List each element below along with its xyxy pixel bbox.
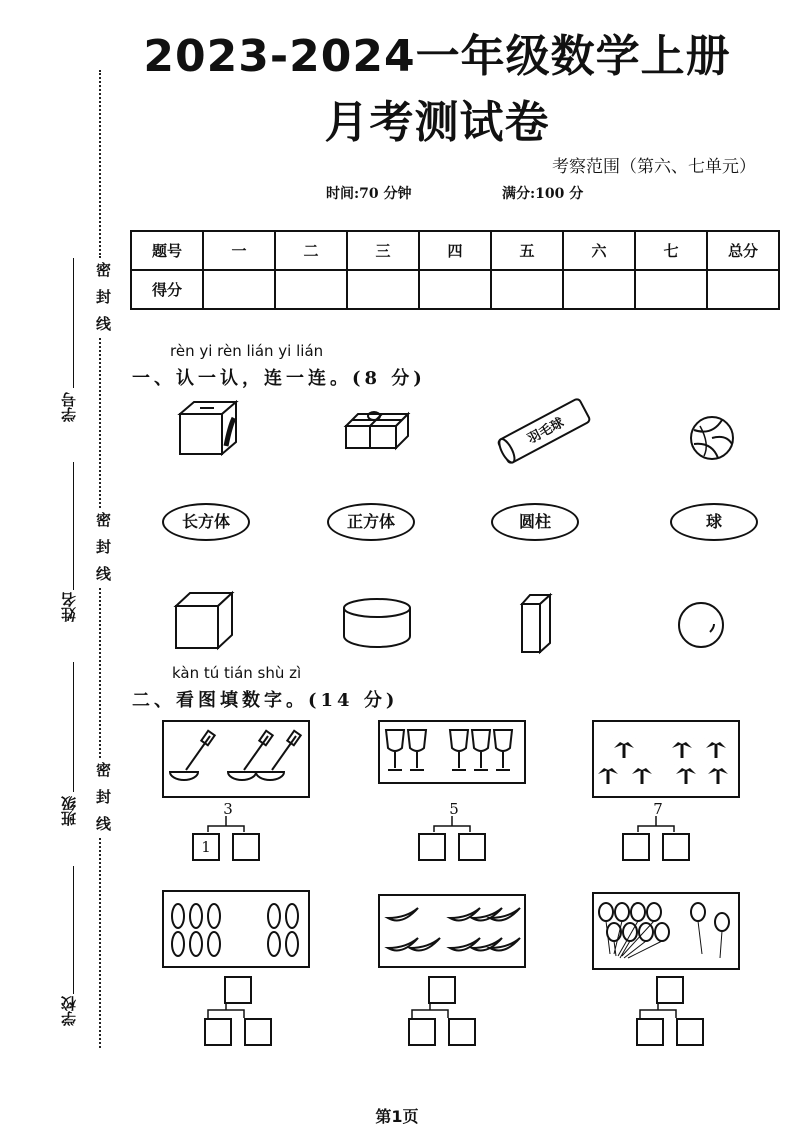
- q2-pinyin: kàn tú tián shù zì: [172, 664, 302, 682]
- score-cell[interactable]: [635, 270, 707, 309]
- score-cell[interactable]: [419, 270, 491, 309]
- score-cell[interactable]: [347, 270, 419, 309]
- ladle-icon: [164, 722, 308, 796]
- score-table-header: 题号: [131, 231, 203, 270]
- cylinder-shape-icon: [340, 596, 414, 650]
- score-table-header: 五: [491, 231, 563, 270]
- answer-box[interactable]: [408, 1018, 436, 1046]
- binding-dotted-line: [99, 838, 101, 1048]
- cuboid-shape-icon: [518, 592, 556, 656]
- answer-box[interactable]: [244, 1018, 272, 1046]
- split-lines: [408, 1002, 452, 1018]
- answer-box[interactable]: [662, 833, 690, 861]
- picture-box-bananas: [378, 894, 526, 968]
- tube-label: 羽毛球: [525, 415, 567, 448]
- gift-box-icon: [340, 408, 414, 452]
- answer-box[interactable]: [224, 976, 252, 1004]
- picture-box-trees: [592, 720, 740, 798]
- balloon-icon: [594, 894, 738, 968]
- split-lines: [204, 816, 248, 834]
- score-table: [130, 230, 780, 310]
- split-lines: [430, 816, 474, 834]
- seal-line-text: 密封线: [94, 762, 112, 843]
- sphere-shape-icon: [676, 600, 726, 650]
- banana-icon: [380, 896, 524, 966]
- number-box: 1: [192, 833, 220, 861]
- answer-box[interactable]: [622, 833, 650, 861]
- answer-box[interactable]: [232, 833, 260, 861]
- answer-box[interactable]: [204, 1018, 232, 1046]
- shape-name-oval[interactable]: 正方体: [327, 503, 415, 541]
- shape-name-oval[interactable]: 球: [670, 503, 758, 541]
- answer-box[interactable]: [656, 976, 684, 1004]
- answer-box[interactable]: [458, 833, 486, 861]
- q1-heading: 一、认一认，连一连。(8 分): [132, 368, 426, 389]
- q2-heading: 二、看图填数字。(14 分): [132, 690, 399, 711]
- answer-box[interactable]: [636, 1018, 664, 1046]
- split-lines: [634, 816, 678, 834]
- eggplant-icon: [164, 892, 308, 966]
- answer-box[interactable]: [448, 1018, 476, 1046]
- score-cell[interactable]: [491, 270, 563, 309]
- seal-line-text: 密封线: [94, 262, 112, 343]
- title-line-2: 月考测试卷: [324, 97, 550, 148]
- total-number: 7: [653, 800, 663, 818]
- split-lines: [636, 1002, 680, 1018]
- score-row-label: 得分: [131, 270, 203, 309]
- class-blank[interactable]: [73, 662, 74, 792]
- student-id-label: 学号: [60, 392, 78, 422]
- score-table-header: 总分: [707, 231, 779, 270]
- name-blank[interactable]: [73, 462, 74, 590]
- q1-pinyin: rèn yi rèn lián yi lián: [170, 342, 324, 360]
- score-table-score-row: [131, 270, 779, 309]
- score-table-header: 二: [275, 231, 347, 270]
- score-table-header: 七: [635, 231, 707, 270]
- score-table-header: 三: [347, 231, 419, 270]
- wine-glass-icon: [380, 722, 524, 782]
- answer-box[interactable]: [418, 833, 446, 861]
- score-table-header: 六: [563, 231, 635, 270]
- volleyball-icon: [688, 414, 736, 462]
- rubik-cube-icon: [170, 396, 244, 460]
- school-blank[interactable]: [73, 866, 74, 994]
- cube-shape-icon: [172, 590, 236, 652]
- picture-box-eggplants: [162, 890, 310, 968]
- total-number: 5: [449, 800, 459, 818]
- score-cell[interactable]: [707, 270, 779, 309]
- picture-box-glasses: [378, 720, 526, 784]
- score-cell[interactable]: [563, 270, 635, 309]
- answer-box[interactable]: [676, 1018, 704, 1046]
- seal-line-text: 密封线: [94, 512, 112, 593]
- score-cell[interactable]: [275, 270, 347, 309]
- shape-name-oval[interactable]: 圆柱: [491, 503, 579, 541]
- score-cell[interactable]: [203, 270, 275, 309]
- answer-box[interactable]: [428, 976, 456, 1004]
- exam-scope: 考察范围（第六、七单元）: [552, 157, 756, 177]
- binding-dotted-line: [99, 70, 101, 258]
- binding-dotted-line: [99, 588, 101, 758]
- name-label: 姓名: [60, 592, 78, 622]
- score-table-header-row: [131, 231, 779, 270]
- score-table-header: 四: [419, 231, 491, 270]
- title-line-1: 2023-2024一年级数学上册: [143, 31, 731, 82]
- student-id-blank[interactable]: [73, 258, 74, 388]
- shape-name-oval[interactable]: 长方体: [162, 503, 250, 541]
- binding-dotted-line: [99, 338, 101, 508]
- total-number: 3: [223, 800, 233, 818]
- split-lines: [204, 1002, 248, 1018]
- exam-time: 时间:70 分钟: [326, 186, 412, 202]
- school-label: 学校: [60, 996, 78, 1026]
- palm-tree-icon: [594, 722, 738, 796]
- score-table-header: 一: [203, 231, 275, 270]
- class-label: 班级: [60, 796, 78, 826]
- picture-box-ladles: [162, 720, 310, 798]
- full-score: 满分:100 分: [502, 186, 584, 202]
- page-number: 第1页: [375, 1107, 419, 1126]
- shuttlecock-tube: [492, 396, 596, 466]
- picture-box-balloons: [592, 892, 740, 970]
